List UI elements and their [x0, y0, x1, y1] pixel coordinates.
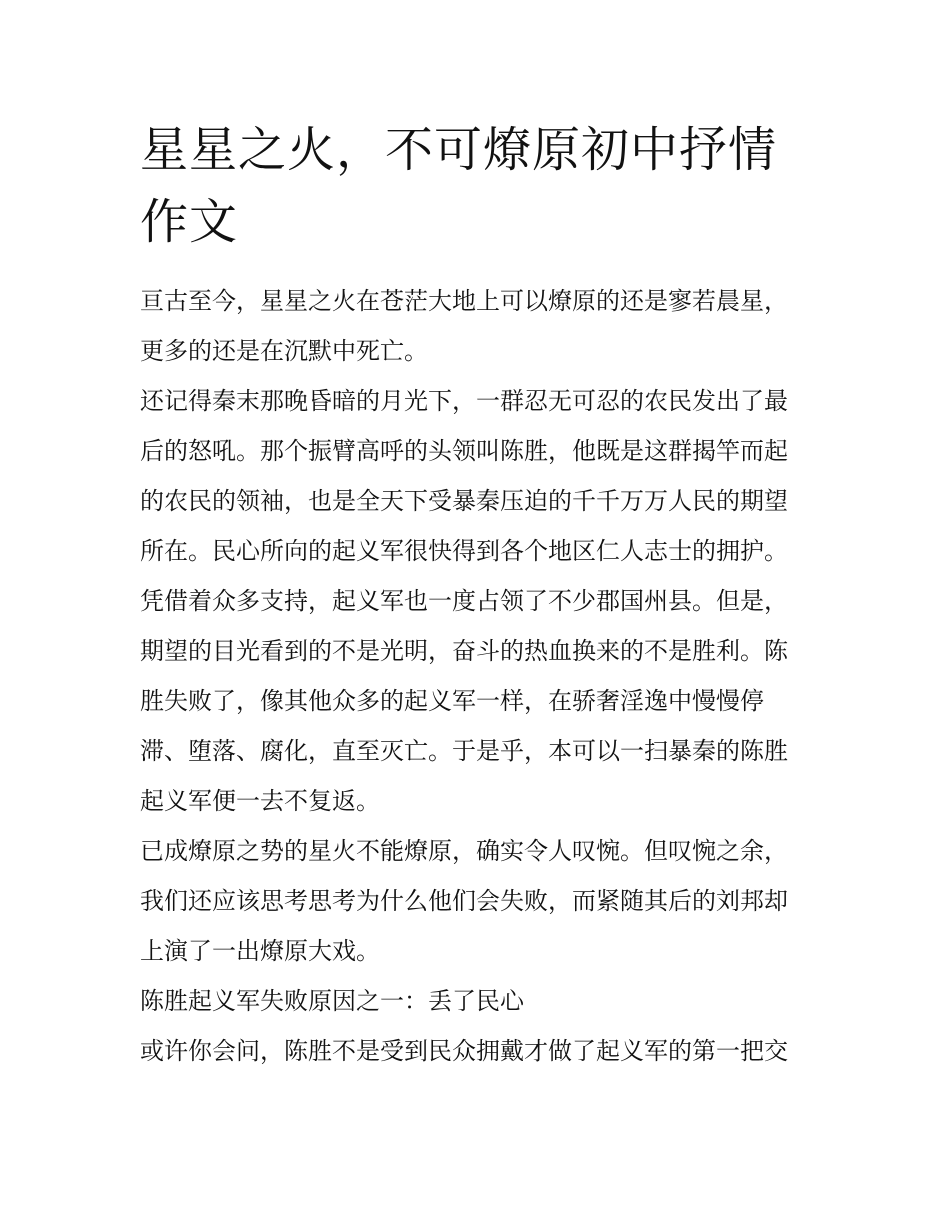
body-line: 所在。民心所向的起义军很快得到各个地区仁人志士的拥护。 — [140, 537, 788, 565]
body-line: 还记得秦末那晚昏暗的月光下，一群忍无可忍的农民发出了最 — [140, 387, 788, 415]
body-line: 更多的还是在沉默中死亡。 — [140, 337, 428, 365]
body-line: 上演了一出燎原大戏。 — [140, 937, 380, 965]
body-line: 的农民的领袖，也是全天下受暴秦压迫的千千万万人民的期望 — [140, 487, 788, 515]
body-line: 滞、堕落、腐化，直至灭亡。于是乎，本可以一扫暴秦的陈胜 — [140, 737, 788, 765]
title-line-2: 作文 — [140, 194, 239, 250]
document-body — [140, 276, 830, 1076]
body-line: 胜失败了，像其他众多的起义军一样，在骄奢淫逸中慢慢停 — [140, 687, 764, 715]
body-line: 起义军便一去不复返。 — [140, 787, 380, 815]
body-line: 亘古至今，星星之火在苍茫大地上可以燎原的还是寥若晨星， — [140, 287, 788, 315]
body-line: 后的怒吼。那个振臂高呼的头领叫陈胜，他既是这群揭竿而起 — [140, 437, 788, 465]
body-line: 已成燎原之势的星火不能燎原，确实令人叹惋。但叹惋之余， — [140, 837, 788, 865]
body-line: 期望的目光看到的不是光明，奋斗的热血换来的不是胜利。陈 — [140, 637, 788, 665]
title-line-1: 星星之火，不可燎原初中抒情 — [140, 122, 778, 178]
section-heading: 陈胜起义军失败原因之一：丢了民心 — [140, 987, 524, 1015]
body-line: 或许你会问，陈胜不是受到民众拥戴才做了起义军的第一把交 — [140, 1037, 788, 1065]
body-line: 凭借着众多支持，起义军也一度占领了不少郡国州县。但是， — [140, 587, 788, 615]
body-line: 我们还应该思考思考为什么他们会失败，而紧随其后的刘邦却 — [140, 887, 788, 915]
document-title — [140, 114, 820, 258]
